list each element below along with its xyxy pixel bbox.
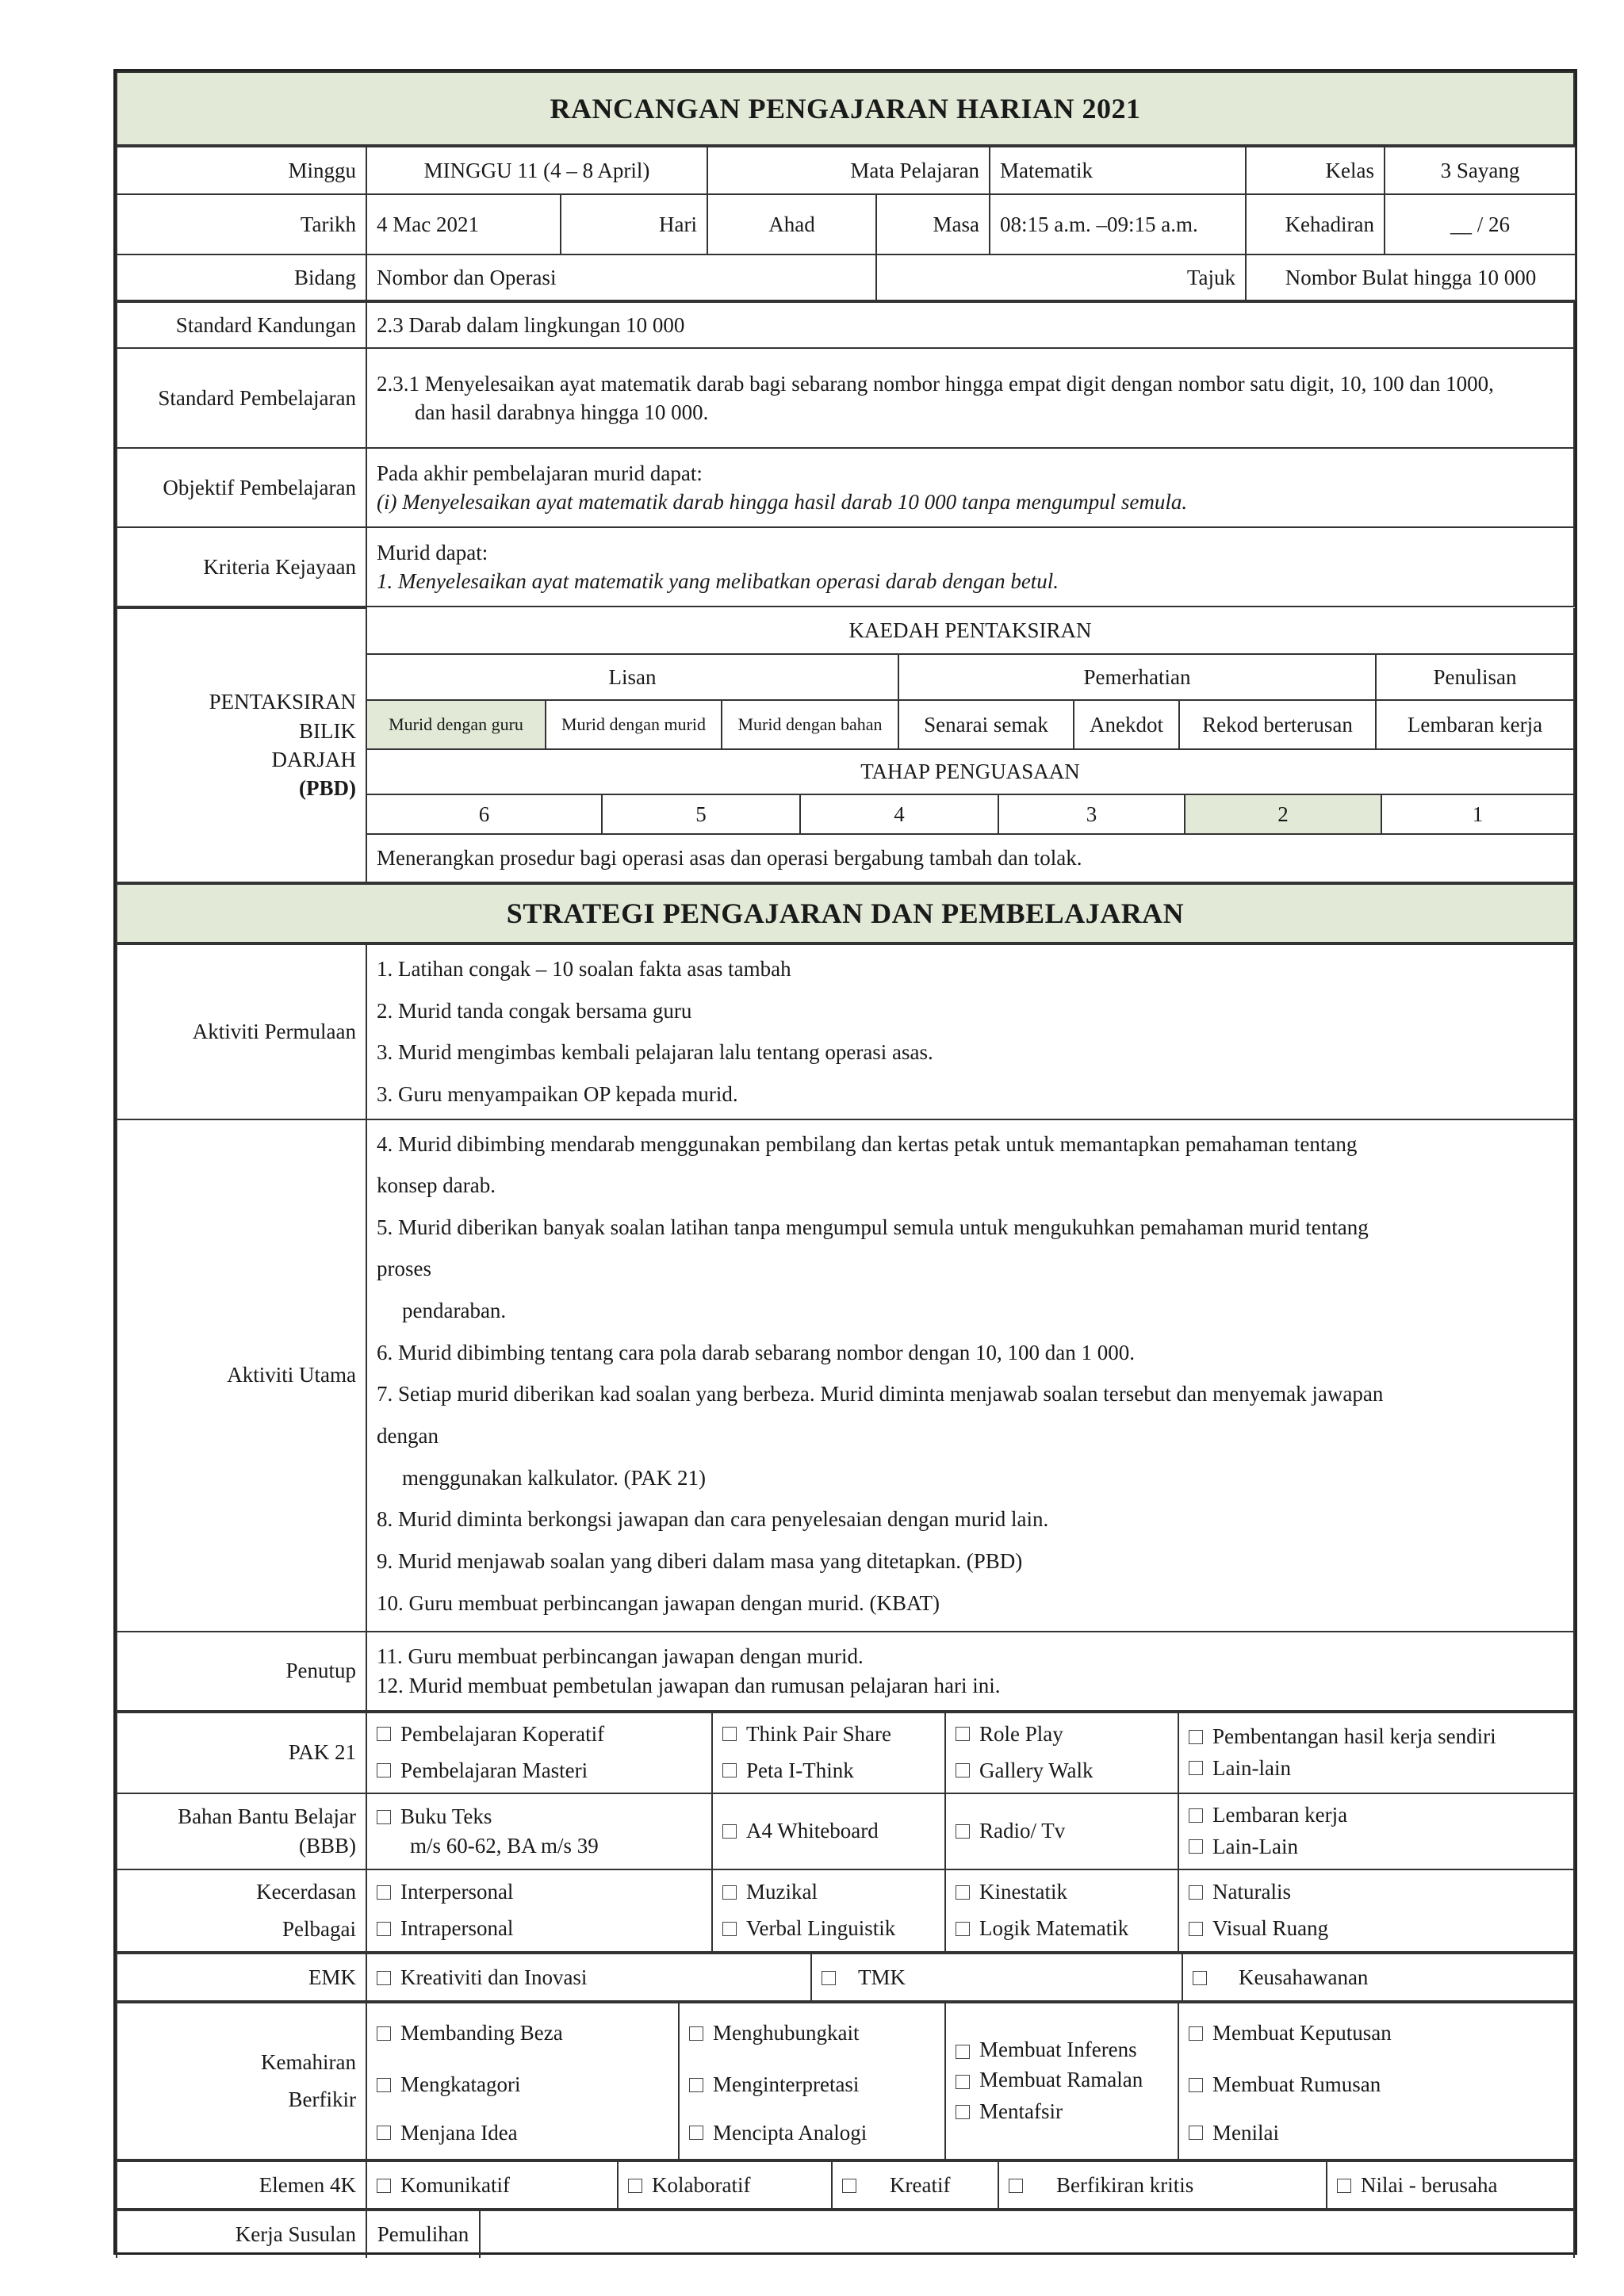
kecerdasan-col-4: [1178, 1869, 1574, 1953]
checkbox-icon[interactable]: [1009, 2179, 1023, 2193]
method-murid-guru: Murid dengan guru: [367, 700, 546, 749]
method-rekod-berterusan: Rekod berterusan: [1179, 700, 1376, 749]
elemen4k-table: [116, 2160, 1575, 2210]
pbd-content: [366, 608, 1574, 882]
checkbox-icon[interactable]: [1189, 1839, 1203, 1854]
berfikir-option[interactable]: Mentafsir: [956, 2099, 1168, 2126]
kecerdasan-option[interactable]: Verbal Linguistik: [722, 1911, 935, 1947]
emk-option[interactable]: TMK: [811, 1954, 1182, 2001]
berfikir-option[interactable]: Mengkatagori: [377, 2059, 668, 2110]
elemen4k-option[interactable]: Komunikatif: [366, 2161, 618, 2209]
checkbox-icon[interactable]: [628, 2179, 642, 2193]
checkbox-icon[interactable]: [1337, 2179, 1351, 2193]
mata-pelajaran-label: Mata Pelajaran: [707, 147, 990, 194]
checkbox-icon[interactable]: [1193, 1971, 1207, 1985]
berfikir-table: [116, 2002, 1575, 2160]
tahap-table: [367, 750, 1573, 882]
standard-pembelajaran-label: Standard Pembelajaran: [117, 348, 366, 448]
checkbox-icon[interactable]: [377, 2026, 391, 2041]
checkbox-icon[interactable]: [1189, 1922, 1203, 1936]
checkbox-icon[interactable]: [377, 2179, 391, 2193]
checkbox-icon[interactable]: [1189, 1730, 1203, 1744]
pbd-description: Menerangkan prosedur bagi operasi asas dan operasi bergabung tambah dan tolak.: [367, 834, 1573, 882]
penulisan-header: Penulisan: [1376, 654, 1573, 700]
pbd-label-line-2: BILIK: [299, 718, 356, 743]
elemen4k-option[interactable]: Kolaboratif: [618, 2161, 832, 2209]
pak21-col-2: [712, 1712, 945, 1793]
checkbox-icon[interactable]: [722, 1922, 737, 1936]
kecerdasan-option[interactable]: Kinestatik: [956, 1874, 1168, 1911]
kecerdasan-col-3: [945, 1869, 1178, 1953]
pak21-option[interactable]: Think Pair Share: [722, 1716, 935, 1753]
berfikir-option[interactable]: Membuat Inferens: [956, 2037, 1168, 2064]
checkbox-icon[interactable]: [377, 1971, 391, 1985]
kecerdasan-col-2: [712, 1869, 945, 1953]
pak21-option[interactable]: Role Play: [956, 1716, 1168, 1753]
level-1: 1: [1381, 794, 1573, 834]
list-item: konsep darab.: [377, 1173, 496, 1198]
checkbox-icon[interactable]: [956, 2075, 970, 2089]
penutup-label: Penutup: [117, 1632, 366, 1711]
checkbox-icon[interactable]: [689, 2078, 703, 2092]
checkbox-icon[interactable]: [956, 2045, 970, 2059]
emk-option[interactable]: Keusahawanan: [1182, 1954, 1574, 2001]
berfikir-col-3: [945, 2003, 1178, 2160]
standard-kandungan-label: Standard Kandungan: [117, 302, 366, 348]
kaedah-title: KAEDAH PENTAKSIRAN: [367, 608, 1573, 654]
kecerdasan-option[interactable]: Visual Ruang: [1189, 1911, 1564, 1947]
pak21-label: PAK 21: [117, 1712, 366, 1793]
list-item: 3. Guru menyampaikan OP kepada murid.: [377, 1081, 738, 1106]
strategi-title-table: [116, 883, 1575, 943]
berfikir-label-line-2: Berfikir: [288, 2087, 356, 2112]
checkbox-icon[interactable]: [1189, 2078, 1203, 2092]
kecerdasan-col-1: [366, 1869, 712, 1953]
bbb-label: [117, 1793, 366, 1869]
berfikir-option[interactable]: Membuat Ramalan: [956, 2067, 1168, 2094]
standard-kandungan-value: 2.3 Darab dalam lingkungan 10 000: [366, 302, 1574, 348]
kehadiran-label: Kehadiran: [1246, 194, 1385, 254]
kecerdasan-option[interactable]: Naturalis: [1189, 1874, 1564, 1911]
emk-option[interactable]: Kreativiti dan Inovasi: [366, 1954, 811, 2001]
method-murid-bahan: Murid dengan bahan: [722, 700, 898, 749]
list-item: 1. Latihan congak – 10 soalan fakta asas tambah: [377, 957, 791, 981]
pemerhatian-header: Pemerhatian: [898, 654, 1376, 700]
method-anekdot: Anekdot: [1074, 700, 1179, 749]
objectives-table: [116, 301, 1575, 607]
level-2: 2: [1185, 794, 1381, 834]
kecerdasan-option[interactable]: Logik Matematik: [956, 1911, 1168, 1947]
objektif-pembelajaran-value: [366, 448, 1574, 527]
kecerdasan-option[interactable]: Interpersonal: [377, 1874, 702, 1911]
hari-label: Hari: [561, 194, 707, 254]
hari-value: Ahad: [707, 194, 876, 254]
checkbox-icon[interactable]: [956, 1885, 970, 1900]
list-item: 12. Murid membuat pembetulan jawapan dan rumusan pelajaran hari ini.: [377, 1673, 1001, 1697]
list-item: dengan: [377, 1424, 439, 1448]
tarikh-label: Tarikh: [117, 194, 366, 254]
mata-pelajaran-value: Matematik: [990, 147, 1246, 194]
bbb-label-line-1: Bahan Bantu Belajar: [178, 1804, 356, 1829]
list-item: 3. Murid mengimbas kembali pelajaran lalu tentang operasi asas.: [377, 1040, 933, 1065]
pak21-option[interactable]: Pembelajaran Koperatif: [377, 1716, 702, 1753]
level-4: 4: [800, 794, 998, 834]
page-title: RANCANGAN PENGAJARAN HARIAN 2021: [117, 72, 1574, 145]
bbb-option[interactable]: Radio/ Tv: [956, 1819, 1065, 1843]
masa-value: 08:15 a.m. –09:15 a.m.: [990, 194, 1246, 254]
penutup-list: [366, 1632, 1574, 1711]
berfikir-option[interactable]: Membuat Rumusan: [1189, 2059, 1564, 2110]
minggu-label: Minggu: [117, 147, 366, 194]
kk-line-1: Murid dapat:: [377, 540, 488, 564]
checkbox-icon[interactable]: [722, 1727, 737, 1741]
emk-label: EMK: [117, 1954, 366, 2001]
op-line-2: (i) Menyelesaikan ayat matematik darab hingga hasil darab 10 000 tanpa mengumpul semula.: [377, 490, 1188, 514]
tajuk-value: Nombor Bulat hingga 10 000: [1246, 254, 1576, 300]
pak21-col-4: [1178, 1712, 1574, 1793]
checkbox-icon[interactable]: [1189, 1808, 1203, 1823]
activities-table: [116, 943, 1575, 1712]
level-5: 5: [602, 794, 800, 834]
checkbox-icon[interactable]: [1189, 2126, 1203, 2140]
elemen4k-label: Elemen 4K: [117, 2161, 366, 2209]
title-table: [116, 71, 1575, 146]
method-senarai-semak: Senarai semak: [898, 700, 1074, 749]
aktiviti-utama-list: [366, 1119, 1574, 1632]
list-item: 7. Setiap murid diberikan kad soalan yang berbeza. Murid diminta menjawab soalan tersebut dan menyemak jawapan: [377, 1382, 1384, 1406]
tahap-title: TAHAP PENGUASAAN: [367, 750, 1573, 794]
pbd-label-line-3: DARJAH: [271, 748, 356, 771]
bbb-option-detail: m/s 60-62, BA m/s 39: [410, 1833, 599, 1858]
kk-line-2: 1. Menyelesaikan ayat matematik yang melibatkan operasi darab dengan betul.: [377, 569, 1059, 593]
checkbox-icon[interactable]: [377, 2078, 391, 2092]
berfikir-col-4: [1178, 2003, 1574, 2160]
pak21-option[interactable]: Pembelajaran Masteri: [377, 1753, 702, 1789]
tarikh-value: 4 Mac 2021: [366, 194, 561, 254]
checkbox-icon[interactable]: [956, 1727, 970, 1741]
checkbox-icon[interactable]: [722, 1885, 737, 1900]
header-table: [116, 146, 1576, 301]
pak21-option[interactable]: Pembentangan hasil kerja sendiri: [1189, 1721, 1564, 1752]
kerja-susulan-value: Pemulihan: [366, 2210, 480, 2258]
emk-table: [116, 1953, 1575, 2002]
list-item: proses: [377, 1257, 431, 1281]
elemen4k-option[interactable]: Nilai - berusaha: [1327, 2161, 1574, 2209]
level-3: 3: [998, 794, 1185, 834]
bbb-label-line-2: (BBB): [298, 1833, 356, 1858]
kriteria-kejayaan-label: Kriteria Kejayaan: [117, 527, 366, 607]
kecerdasan-option[interactable]: Muzikal: [722, 1874, 935, 1911]
kecerdasan-label-line-1: Kecerdasan: [256, 1879, 356, 1904]
pak21-option[interactable]: Lain-lain: [1189, 1753, 1564, 1784]
strategi-title: STRATEGI PENGAJARAN DAN PEMBELAJARAN: [117, 884, 1574, 943]
checkbox-icon[interactable]: [689, 2026, 703, 2041]
masa-label: Masa: [876, 194, 990, 254]
list-item: 6. Murid dibimbing tentang cara pola darab sebarang nombor dengan 10, 100 dan 1 000.: [377, 1340, 1136, 1364]
kaedah-table: [367, 608, 1573, 750]
bbb-option[interactable]: Lembaran kerja: [1189, 1800, 1564, 1831]
list-item: pendaraban.: [402, 1299, 507, 1323]
aktiviti-permulaan-list: [366, 944, 1574, 1119]
list-item: menggunakan kalkulator. (PAK 21): [402, 1465, 706, 1490]
level-6: 6: [367, 794, 602, 834]
bbb-option[interactable]: Buku Teks: [377, 1802, 702, 1831]
bbb-col-1: [366, 1793, 712, 1869]
bidang-label: Bidang: [117, 254, 366, 300]
list-item: 5. Murid diberikan banyak soalan latihan tanpa mengumpul semula untuk mengukuhkan pemahaman murid tentang: [377, 1215, 1369, 1239]
berfikir-option[interactable]: Menilai: [1189, 2110, 1564, 2156]
kerja-susulan-empty: [480, 2210, 1574, 2258]
kecerdasan-label-line-2: Pelbagai: [282, 1916, 356, 1941]
berfikir-option[interactable]: Menjana Idea: [377, 2110, 668, 2156]
pak21-option[interactable]: Peta I-Think: [722, 1753, 935, 1789]
pak21-col-1: [366, 1712, 712, 1793]
berfikir-col-2: [679, 2003, 945, 2160]
pak21-col-3: [945, 1712, 1178, 1793]
bbb-col-4: [1178, 1793, 1574, 1869]
kehadiran-value: __ / 26: [1385, 194, 1576, 254]
list-item: 2. Murid tanda congak bersama guru: [377, 998, 692, 1023]
berfikir-label-line-1: Kemahiran: [261, 2049, 356, 2074]
checkbox-icon[interactable]: [377, 1885, 391, 1900]
bidang-value: Nombor dan Operasi: [366, 254, 876, 300]
berfikir-col-1: [366, 2003, 679, 2160]
kecerdasan-option[interactable]: Intrapersonal: [377, 1911, 702, 1947]
pak21-option[interactable]: Gallery Walk: [956, 1753, 1168, 1789]
checkbox-icon[interactable]: [1189, 2026, 1203, 2041]
list-item: 9. Murid menjawab soalan yang diberi dalam masa yang ditetapkan. (PBD): [377, 1548, 1023, 1573]
kelas-value: 3 Sayang: [1385, 147, 1576, 194]
method-lembaran-kerja: Lembaran kerja: [1376, 700, 1573, 749]
method-murid-murid: Murid dengan murid: [546, 700, 722, 749]
list-item: 11. Guru membuat perbincangan jawapan dengan murid.: [377, 1644, 864, 1669]
aktiviti-utama-label: Aktiviti Utama: [117, 1119, 366, 1632]
pbd-label: [117, 608, 366, 882]
pak21-table: [116, 1712, 1575, 1954]
kerja-susulan-table: [116, 2210, 1575, 2258]
checkbox-icon[interactable]: [377, 1922, 391, 1936]
elemen4k-option[interactable]: Kreatif: [832, 2161, 998, 2209]
checkbox-icon[interactable]: [377, 1763, 391, 1777]
checkbox-icon[interactable]: [377, 1810, 391, 1824]
pbd-label-line-4: (PBD): [299, 776, 356, 801]
bbb-option[interactable]: A4 Whiteboard: [722, 1819, 879, 1843]
sp-line-2: dan hasil darabnya hingga 10 000.: [415, 400, 709, 424]
kelas-label: Kelas: [1246, 147, 1385, 194]
berfikir-label: [117, 2003, 366, 2160]
checkbox-icon[interactable]: [377, 2126, 391, 2140]
bbb-col-3: [945, 1793, 1178, 1869]
berfikir-option[interactable]: Menginterpretasi: [689, 2059, 935, 2110]
checkbox-icon[interactable]: [722, 1763, 737, 1777]
berfikir-option[interactable]: Membuat Keputusan: [1189, 2007, 1564, 2059]
checkbox-icon[interactable]: [822, 1971, 836, 1985]
pbd-table: [116, 607, 1575, 883]
lesson-plan-page: [113, 69, 1577, 2255]
berfikir-option[interactable]: Membanding Beza: [377, 2007, 668, 2059]
bbb-option[interactable]: Lain-Lain: [1189, 1831, 1564, 1862]
kecerdasan-label: [117, 1869, 366, 1953]
aktiviti-permulaan-label: Aktiviti Permulaan: [117, 944, 366, 1119]
checkbox-icon[interactable]: [956, 1763, 970, 1777]
op-line-1: Pada akhir pembelajaran murid dapat:: [377, 461, 703, 485]
checkbox-icon[interactable]: [842, 2179, 856, 2193]
checkbox-icon[interactable]: [1189, 1885, 1203, 1900]
checkbox-icon[interactable]: [722, 1824, 737, 1839]
tajuk-label: Tajuk: [876, 254, 1246, 300]
kriteria-kejayaan-value: [366, 527, 1574, 607]
list-item: 4. Murid dibimbing mendarab menggunakan pembilang dan kertas petak untuk memantapkan pemahaman tentang: [377, 1131, 1358, 1156]
bbb-col-2: [712, 1793, 945, 1869]
pbd-label-line-1: PENTAKSIRAN: [209, 690, 356, 714]
sp-line-1: 2.3.1 Menyelesaikan ayat matematik darab bagi sebarang nombor hingga empat digit dengan nombor satu digit, 10, 100 dan 1000,: [377, 371, 1494, 396]
objektif-pembelajaran-label: Objektif Pembelajaran: [117, 448, 366, 527]
checkbox-icon[interactable]: [956, 1922, 970, 1936]
checkbox-icon[interactable]: [956, 1824, 970, 1839]
checkbox-icon[interactable]: [956, 2105, 970, 2119]
kerja-susulan-label: Kerja Susulan: [117, 2210, 366, 2258]
berfikir-option[interactable]: Mencipta Analogi: [689, 2110, 935, 2156]
berfikir-option[interactable]: Menghubungkait: [689, 2007, 935, 2059]
minggu-value: MINGGU 11 (4 – 8 April): [366, 147, 707, 194]
lisan-header: Lisan: [367, 654, 898, 700]
checkbox-icon[interactable]: [689, 2126, 703, 2140]
list-item: 10. Guru membuat perbincangan jawapan dengan murid. (KBAT): [377, 1590, 940, 1615]
list-item: 8. Murid diminta berkongsi jawapan dan cara penyelesaian dengan murid lain.: [377, 1507, 1049, 1532]
elemen4k-option[interactable]: Berfikiran kritis: [998, 2161, 1327, 2209]
standard-pembelajaran-value: [366, 348, 1574, 448]
checkbox-icon[interactable]: [1189, 1761, 1203, 1775]
checkbox-icon[interactable]: [377, 1727, 391, 1741]
